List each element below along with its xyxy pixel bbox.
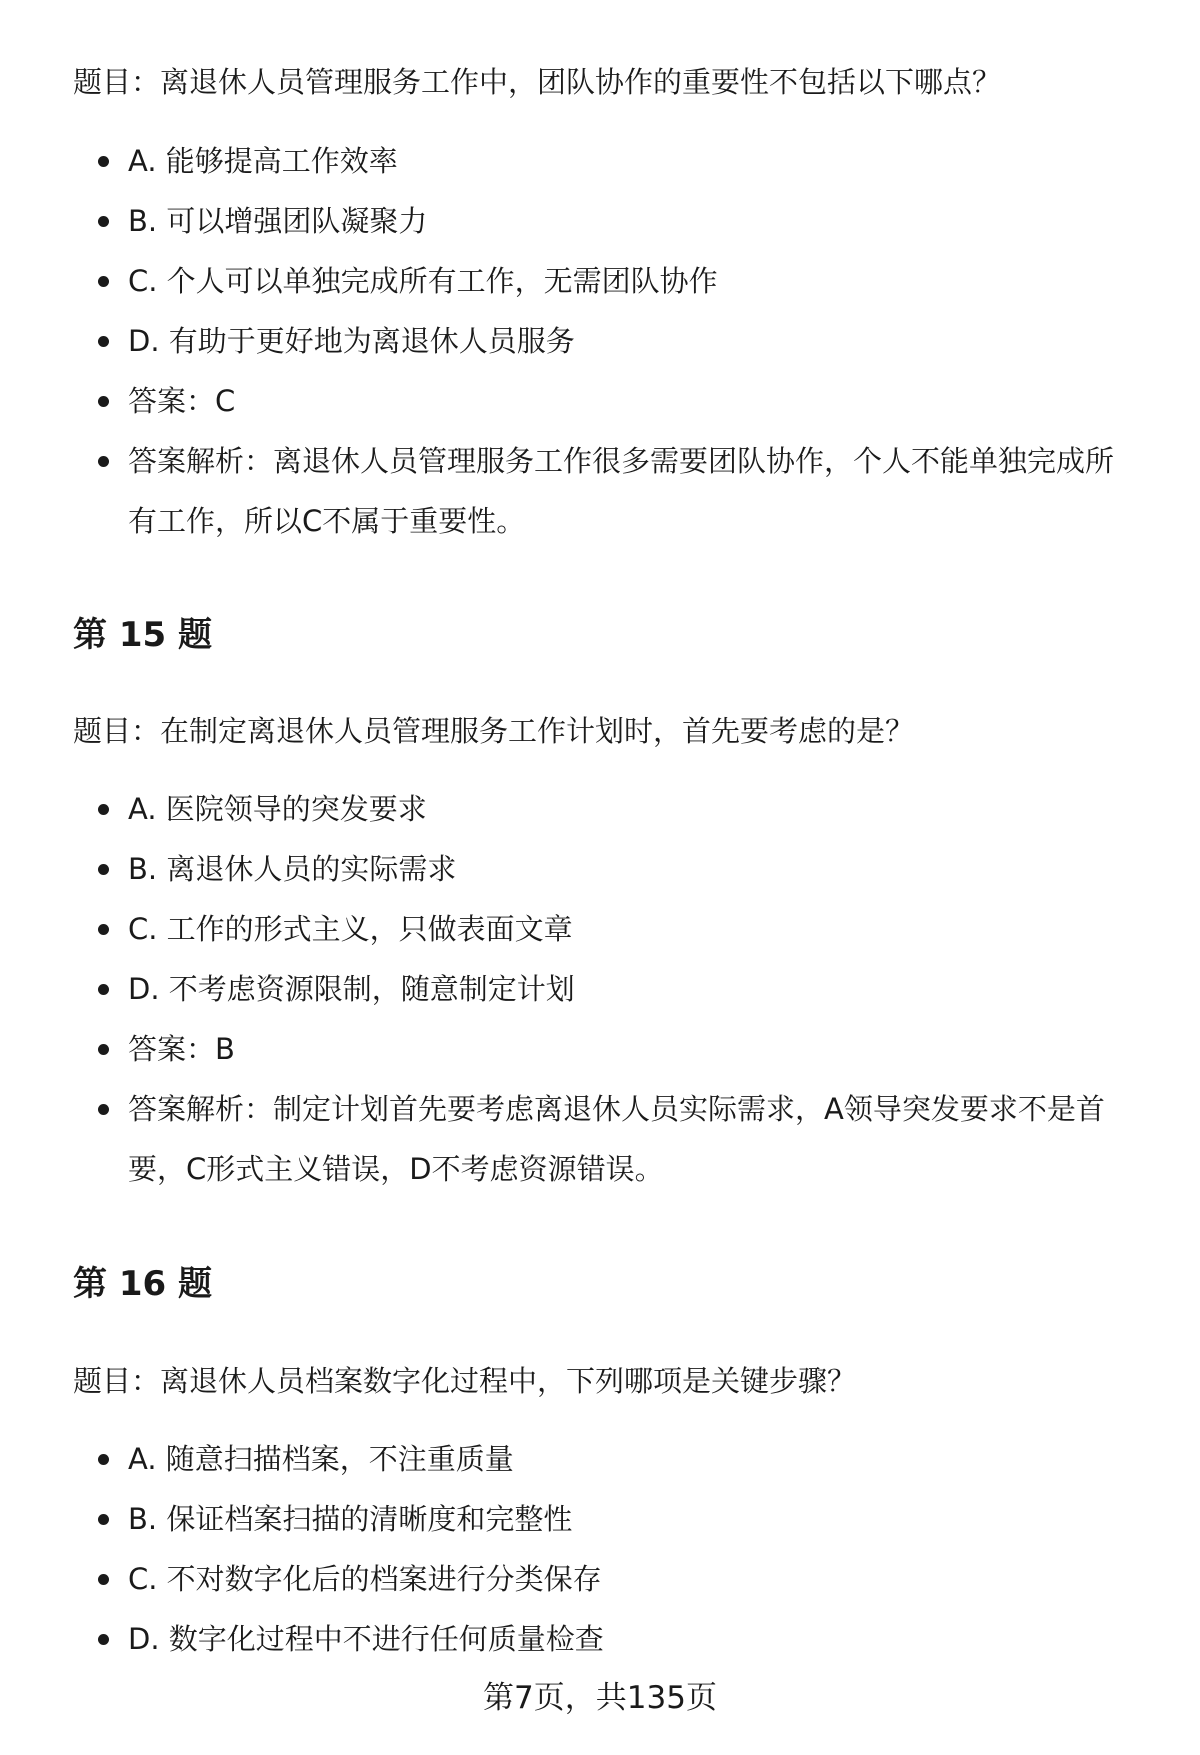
q15-option-b: B. 离退休人员的实际需求 <box>0 839 1200 899</box>
q16-heading: 第 16 题 <box>73 1264 212 1304</box>
q15-option-list <box>0 779 1200 1199</box>
q14-stem: 题目：离退休人员管理服务工作中，团队协作的重要性不包括以下哪点？ <box>73 65 1002 99</box>
q14-option-list <box>0 131 1200 551</box>
q15-option-c: C. 工作的形式主义，只做表面文章 <box>0 899 1200 959</box>
q16-option-c: C. 不对数字化后的档案进行分类保存 <box>0 1549 1200 1609</box>
q16-stem: 题目：离退休人员档案数字化过程中，下列哪项是关键步骤？ <box>73 1364 857 1398</box>
q16-option-list <box>0 1429 1200 1669</box>
q15-stem: 题目：在制定离退休人员管理服务工作计划时，首先要考虑的是？ <box>73 714 915 748</box>
q14-option-d: D. 有助于更好地为离退休人员服务 <box>0 311 1200 371</box>
q15-answer: 答案：B <box>0 1019 1200 1079</box>
q16-option-a: A. 随意扫描档案，不注重质量 <box>0 1429 1200 1489</box>
q14-answer: 答案：C <box>0 371 1200 431</box>
q15-option-d: D. 不考虑资源限制，随意制定计划 <box>0 959 1200 1019</box>
q14-option-c: C. 个人可以单独完成所有工作，无需团队协作 <box>0 251 1200 311</box>
q16-option-b: B. 保证档案扫描的清晰度和完整性 <box>0 1489 1200 1549</box>
q16-option-d: D. 数字化过程中不进行任何质量检查 <box>0 1609 1200 1669</box>
q14-explanation: 答案解析：离退休人员管理服务工作很多需要团队协作，个人不能单独完成所有工作，所以C不属于重要性。 <box>0 431 1140 551</box>
q15-explanation: 答案解析：制定计划首先要考虑离退休人员实际需求，A领导突发要求不是首要，C形式主义错误，D不考虑资源错误。 <box>0 1079 1140 1199</box>
q14-option-a: A. 能够提高工作效率 <box>0 131 1200 191</box>
q14-option-b: B. 可以增强团队凝聚力 <box>0 191 1200 251</box>
page-number: 第7页，共135页 <box>483 1680 717 1716</box>
q15-option-a: A. 医院领导的突发要求 <box>0 779 1200 839</box>
q15-heading: 第 15 题 <box>73 615 212 655</box>
